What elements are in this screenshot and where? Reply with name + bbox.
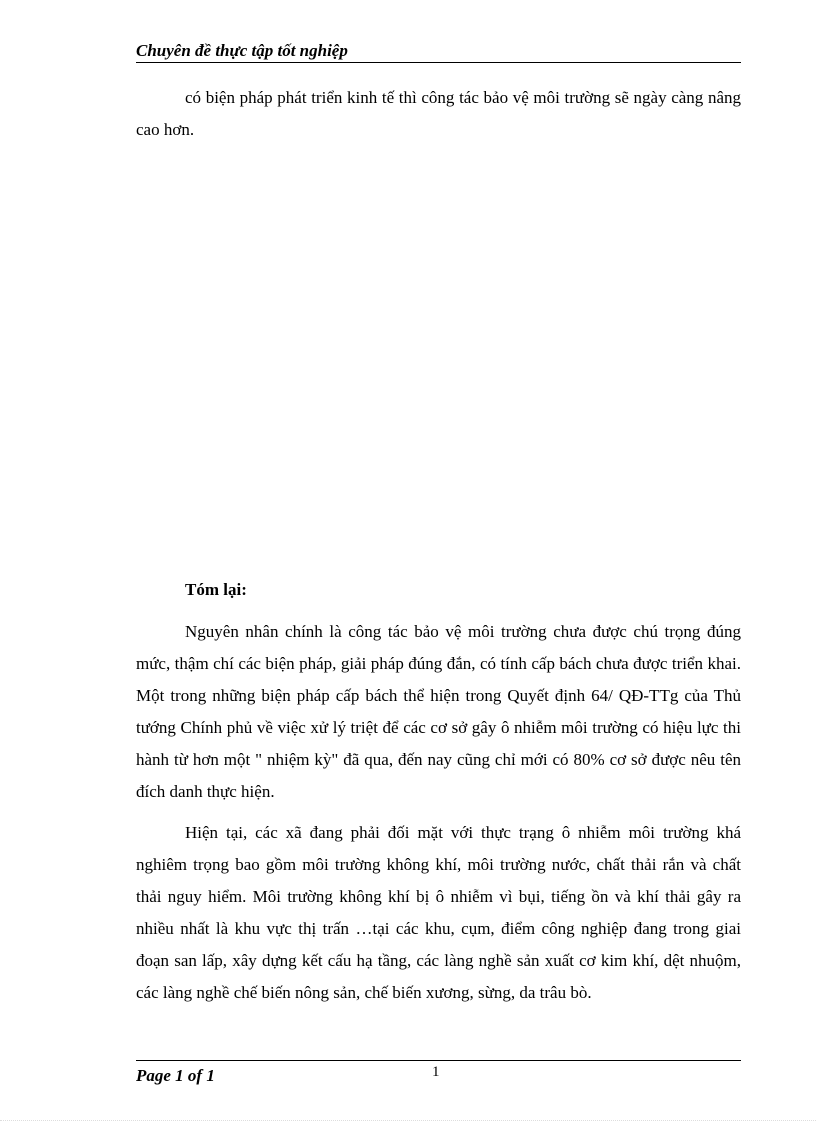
summary-section (136, 574, 741, 1009)
footer-page-label: Page 1 of 1 (136, 1066, 215, 1085)
summary-paragraph-1: Nguyên nhân chính là công tác bảo vệ môi trường chưa được chú trọng đúng mức, thậm chí các biện pháp, giải pháp đúng đắn, có tính cấp bách chưa được triển khai. Một trong những biện pháp cấp bách thể hiện trong Quyết định 64/ QĐ-TTg của Thủ tướng Chính phủ về việc xử lý triệt để các cơ sở gây ô nhiễm môi trường có hiệu lực thi hành từ hơn một " nhiệm kỳ" đã qua, đến nay cũng chỉ mới có 80% cơ sở được nêu tên đích danh thực hiện. (136, 622, 741, 801)
footer-divider (136, 1060, 741, 1061)
summary-paragraph-2: Hiện tại, các xã đang phải đối mặt với thực trạng ô nhiễm môi trường khá nghiêm trọng bao gồm môi trường không khí, môi trường nước, chất thải rắn và chất thải nguy hiểm. Môi trường không khí bị ô nhiễm vì bụi, tiếng ồn và khí thải gây ra nhiều nhất là khu vực thị trấn …tại các khu, cụm, điểm công nghiệp đang trong giai đoạn san lấp, xây dựng kết cấu hạ tầng, các làng nghề sản xuất cơ kim khí, dệt nhuộm, các làng nghề chế biến nông sản, chế biến xương, sừng, da trâu bò. (136, 823, 741, 1002)
page-bottom-border (0, 1120, 816, 1121)
intro-section (136, 82, 741, 146)
summary-heading: Tóm lại: (185, 580, 247, 599)
intro-paragraph: có biện pháp phát triển kinh tế thì công tác bảo vệ môi trường sẽ ngày càng nâng cao hơn. (136, 88, 741, 139)
page-number: 1 (432, 1064, 440, 1080)
page-header (136, 40, 741, 63)
header-title: Chuyên đề thực tập tốt nghiệp (136, 41, 348, 60)
